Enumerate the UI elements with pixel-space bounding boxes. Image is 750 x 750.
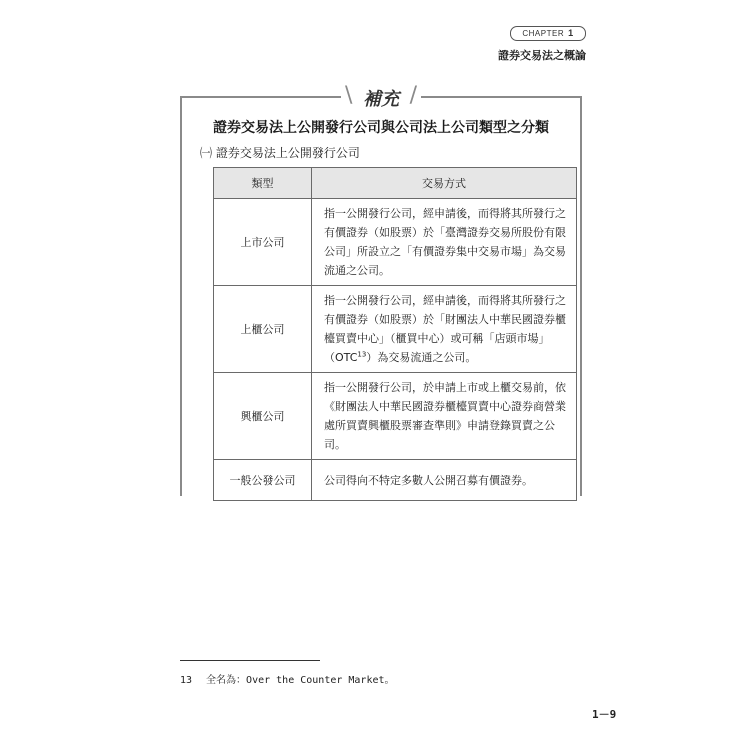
table-row (214, 286, 577, 373)
method-line: 指一公開發行公司，經申請後，而得將其所發行之 (324, 207, 566, 220)
supplement-label: 補充 (363, 89, 399, 110)
method-line: 司。 (324, 438, 346, 451)
method-line: 《財團法人中華民國證券櫃檯買賣中心證券商營業 (324, 400, 566, 413)
subheading: ㈠ 證券交易法上公開發行公司 (200, 146, 360, 160)
table-row (214, 199, 577, 286)
footnote-ref: 13 (357, 350, 367, 359)
method-line: 公司得向不特定多數人公開召募有價證券。 (324, 473, 533, 487)
table-row (214, 460, 577, 501)
footnote (180, 671, 395, 686)
method-cell (312, 286, 577, 373)
chapter-title: 證券交易法之概論 (498, 49, 586, 62)
method-cell (312, 199, 577, 286)
chapter-badge (510, 26, 586, 41)
table-row (214, 373, 577, 460)
type-cell: 上櫃公司 (214, 286, 312, 373)
type-cell: 一般公發公司 (214, 460, 312, 501)
method-line: 指一公開發行公司，於申請上市或上櫃交易前，依 (324, 381, 566, 394)
otc-prefix: （OTC (324, 351, 358, 364)
header-type: 類型 (214, 168, 312, 199)
method-line: 處所買賣興櫃股票審查準則》申請登錄買賣之公 (324, 419, 555, 432)
type-cell: 興櫃公司 (214, 373, 312, 460)
footnote-rule (180, 660, 320, 661)
type-cell: 上市公司 (214, 199, 312, 286)
otc-suffix: ）為交易流通之公司。 (366, 351, 477, 364)
method-line: 檯買賣中心」（櫃買中心）或可稱「店頭市場」 (324, 332, 550, 345)
header-method: 交易方式 (312, 168, 577, 199)
footnote-number: 13 (180, 675, 193, 686)
page-number: 1－9 (592, 708, 617, 721)
method-line: 公司」所設立之「有價證券集中交易市場」為交易 (324, 245, 566, 258)
chapter-label: CHAPTER (522, 29, 565, 38)
company-type-table (213, 167, 577, 501)
method-cell (312, 373, 577, 460)
method-line: 流通之公司。 (324, 264, 390, 277)
method-line: 有價證券（如股票）於「財團法人中華民國證券櫃 (324, 313, 566, 326)
footnote-text: 全名為：Over the Counter Market。 (206, 675, 395, 686)
tab-right-slash: / (409, 83, 417, 108)
table-header-row (214, 168, 577, 199)
section-title: 證券交易法上公開發行公司與公司法上公司類型之分類 (213, 120, 549, 136)
method-cell (312, 460, 577, 501)
method-line: 有價證券（如股票）於「臺灣證券交易所股份有限 (324, 226, 566, 239)
chapter-number: 1 (568, 28, 574, 38)
method-line-otc (324, 348, 568, 367)
tab-left-slash: \ (345, 83, 353, 108)
supplement-tab (341, 81, 421, 111)
method-line: 指一公開發行公司，經申請後，而得將其所發行之 (324, 294, 566, 307)
